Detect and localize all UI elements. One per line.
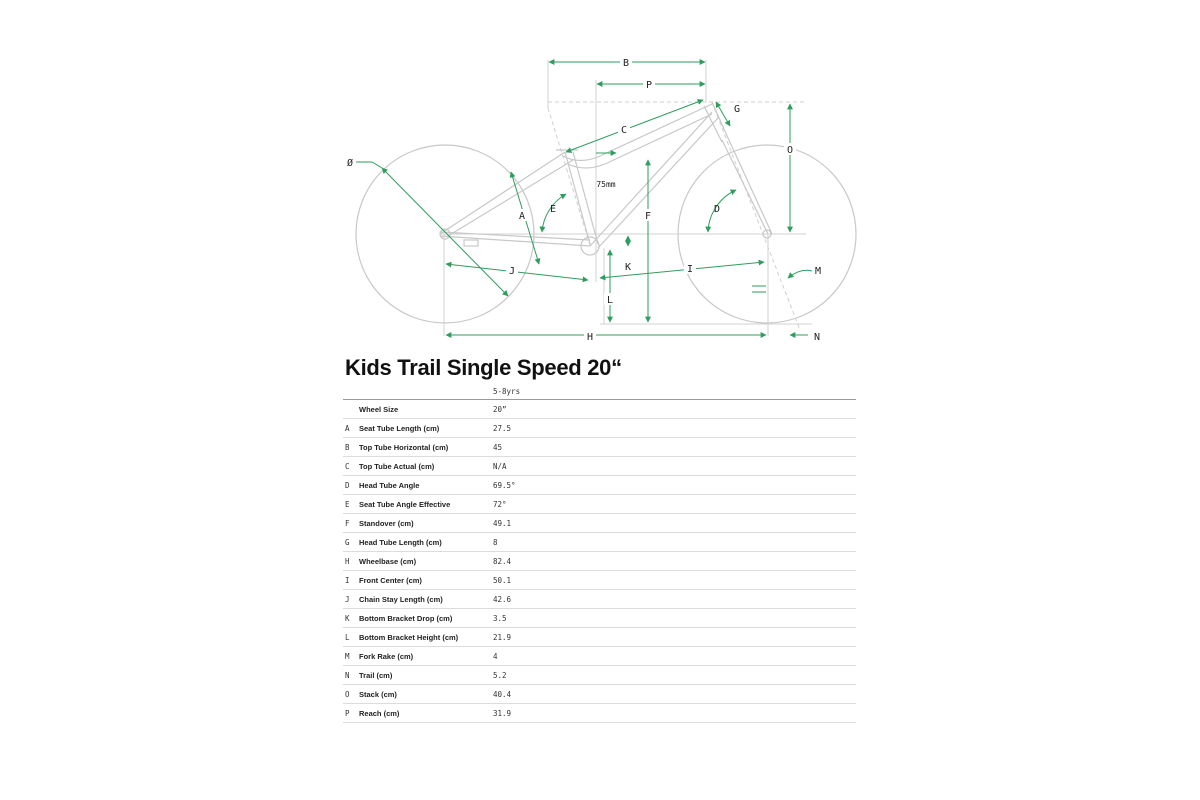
row-value: 50.1 [493, 571, 856, 590]
label-g: G [733, 104, 741, 115]
measure-g [716, 102, 730, 126]
table-row [343, 419, 856, 438]
label-p: P [645, 80, 653, 91]
seat-tube-extension [548, 108, 590, 245]
row-key: M [343, 647, 359, 666]
row-key: J [343, 590, 359, 609]
row-key [343, 400, 359, 419]
label-b: B [622, 58, 630, 69]
row-value: 21.9 [493, 628, 856, 647]
row-key: H [343, 552, 359, 571]
label-e: E [549, 204, 557, 215]
row-key: E [343, 495, 359, 514]
row-value: 8 [493, 533, 856, 552]
row-value: 82.4 [493, 552, 856, 571]
row-label: Front Center (cm) [359, 571, 493, 590]
row-label: Reach (cm) [359, 704, 493, 723]
table-row [343, 400, 856, 419]
row-label: Bottom Bracket Drop (cm) [359, 609, 493, 628]
table-row [343, 685, 856, 704]
row-key: K [343, 609, 359, 628]
row-label: Fork Rake (cm) [359, 647, 493, 666]
table-header-size: 5-8yrs [493, 384, 856, 400]
row-value: N/A [493, 457, 856, 476]
label-n: N [813, 332, 821, 340]
row-label: Bottom Bracket Height (cm) [359, 628, 493, 647]
table-row [343, 476, 856, 495]
measure-wheel-leader [356, 162, 382, 168]
row-value: 4 [493, 647, 856, 666]
row-label: Chain Stay Length (cm) [359, 590, 493, 609]
table-row [343, 495, 856, 514]
bike-geometry-diagram [330, 40, 870, 340]
label-c: C [620, 125, 628, 136]
table-row [343, 609, 856, 628]
bike-frame [440, 102, 772, 255]
row-value: 40.4 [493, 685, 856, 704]
table-row [343, 533, 856, 552]
measure-wheel [382, 168, 508, 296]
label-f: F [644, 211, 652, 222]
row-value: 27.5 [493, 419, 856, 438]
geometry-table [343, 384, 856, 723]
row-value: 69.5° [493, 476, 856, 495]
row-key: F [343, 514, 359, 533]
row-label: Stack (cm) [359, 685, 493, 704]
label-l: L [606, 295, 614, 306]
row-value: 5.2 [493, 666, 856, 685]
row-value: 3.5 [493, 609, 856, 628]
geometry-table-body [343, 384, 856, 723]
table-header-label [359, 384, 493, 400]
label-j: J [508, 266, 516, 277]
row-value: 49.1 [493, 514, 856, 533]
row-key: N [343, 666, 359, 685]
label-m: M [814, 266, 822, 277]
row-label: Wheelbase (cm) [359, 552, 493, 571]
table-row [343, 666, 856, 685]
table-row [343, 552, 856, 571]
row-key: D [343, 476, 359, 495]
row-label: Trail (cm) [359, 666, 493, 685]
row-label: Top Tube Horizontal (cm) [359, 438, 493, 457]
row-key: G [343, 533, 359, 552]
row-key: A [343, 419, 359, 438]
row-value: 72° [493, 495, 856, 514]
table-row [343, 647, 856, 666]
row-label: Top Tube Actual (cm) [359, 457, 493, 476]
row-key: B [343, 438, 359, 457]
row-value: 45 [493, 438, 856, 457]
row-key: L [343, 628, 359, 647]
row-label: Seat Tube Angle Effective [359, 495, 493, 514]
row-key: O [343, 685, 359, 704]
row-label: Head Tube Length (cm) [359, 533, 493, 552]
row-key: P [343, 704, 359, 723]
label-offset: 75mm [596, 180, 616, 189]
steering-axis [712, 102, 800, 330]
label-i: I [686, 264, 694, 275]
row-value: 31.9 [493, 704, 856, 723]
row-label: Wheel Size [359, 400, 493, 419]
label-k: K [624, 262, 632, 273]
table-row [343, 571, 856, 590]
measure-m [788, 270, 812, 278]
table-header-row [343, 384, 856, 400]
row-label: Seat Tube Length (cm) [359, 419, 493, 438]
table-row [343, 438, 856, 457]
measure-d [708, 190, 736, 232]
row-value: 20” [493, 400, 856, 419]
row-key: C [343, 457, 359, 476]
label-h: H [586, 332, 594, 340]
table-header-key [343, 384, 359, 400]
row-value: 42.6 [493, 590, 856, 609]
table-row [343, 590, 856, 609]
table-row [343, 457, 856, 476]
page-title: Kids Trail Single Speed 20“ [345, 355, 622, 380]
row-key: I [343, 571, 359, 590]
label-wheel: Ø [346, 158, 354, 169]
table-row [343, 514, 856, 533]
row-label: Standover (cm) [359, 514, 493, 533]
table-row [343, 704, 856, 723]
label-o: O [786, 145, 794, 156]
table-row [343, 628, 856, 647]
label-a: A [518, 211, 526, 222]
row-label: Head Tube Angle [359, 476, 493, 495]
label-d: D [713, 204, 721, 215]
